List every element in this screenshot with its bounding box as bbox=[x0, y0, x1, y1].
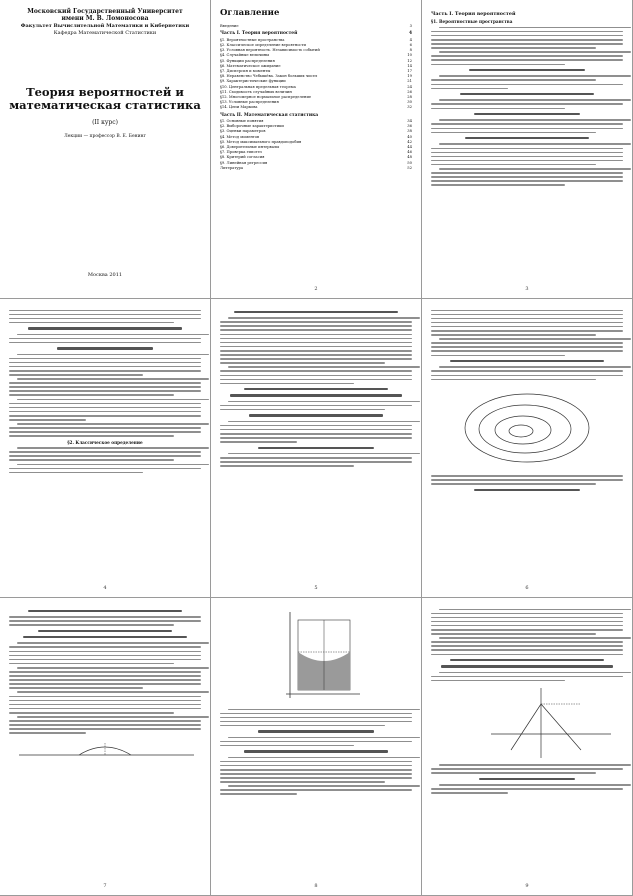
toc-row[interactable]: §5. Метод максимального правдоподобия 42 bbox=[220, 139, 412, 144]
toc-row[interactable]: §6. Математическое ожидание 14 bbox=[220, 63, 412, 68]
text-block bbox=[9, 610, 201, 734]
toc-row[interactable]: Часть I. Теория вероятностей 4 bbox=[220, 31, 412, 37]
toc-row[interactable]: §1. Основные понятия 34 bbox=[220, 119, 412, 124]
toc-row[interactable]: §14. Цепи Маркова 32 bbox=[220, 105, 412, 110]
toc-row[interactable]: §10. Центральная предельная теорема 24 bbox=[220, 84, 412, 89]
toc-row[interactable]: §2. Выборочные характеристики 36 bbox=[220, 124, 412, 129]
page-number: 6 bbox=[525, 585, 529, 591]
axis-diagram bbox=[9, 737, 202, 763]
page-8[interactable] bbox=[211, 598, 422, 896]
page-6[interactable] bbox=[422, 299, 633, 598]
text-block bbox=[431, 764, 623, 794]
toc-part2[interactable]: Часть II. Математическая статистика bbox=[220, 112, 319, 118]
book-title-line2: математическая статистика bbox=[9, 98, 201, 112]
university-line1: Московский Государственный Университет bbox=[27, 8, 183, 15]
toc-row[interactable]: §9. Линейная регрессия 50 bbox=[220, 160, 412, 165]
ellipse-middle bbox=[479, 405, 571, 453]
toc-row[interactable]: §11. Сходимость случайных величин 26 bbox=[220, 89, 412, 94]
toc-row[interactable]: §1. Вероятностные пространства 4 bbox=[220, 37, 412, 42]
ellipse-core bbox=[509, 425, 533, 437]
text-block bbox=[431, 310, 623, 381]
book-title bbox=[9, 86, 201, 112]
section-heading: §1. Вероятностные пространства bbox=[431, 19, 513, 24]
toc-row[interactable]: §8. Неравенство Чебышёва. Закон больших чисел 19 bbox=[220, 74, 412, 79]
text-block bbox=[431, 27, 623, 186]
course-part: (II курс) bbox=[92, 119, 118, 126]
page-3[interactable] bbox=[422, 0, 633, 299]
region-figure bbox=[220, 606, 413, 706]
ellipse-inner bbox=[495, 416, 551, 444]
section-heading: §2. Классическое определение bbox=[67, 439, 143, 445]
page-number: 5 bbox=[314, 585, 318, 591]
page-5[interactable] bbox=[211, 299, 422, 598]
page-toc[interactable] bbox=[211, 0, 422, 299]
text-block bbox=[220, 311, 412, 467]
page-number: 8 bbox=[314, 883, 318, 889]
text-block bbox=[9, 310, 201, 438]
toc-row[interactable]: §3. Оценки параметров 38 bbox=[220, 129, 412, 134]
toc-row[interactable]: §13. Условные распределения 30 bbox=[220, 100, 412, 105]
toc-title: Оглавление bbox=[220, 8, 280, 18]
toc-row[interactable]: §4. Случайные величины 10 bbox=[220, 53, 412, 58]
ellipses-figure bbox=[431, 383, 624, 473]
toc-row[interactable]: §12. Многомерное нормальное распределение 28 bbox=[220, 94, 412, 99]
page-title-page[interactable] bbox=[0, 0, 211, 299]
page-number: 7 bbox=[103, 883, 107, 889]
toc-row[interactable]: §7. Проверка гипотез 46 bbox=[220, 150, 412, 155]
toc-row[interactable]: §2. Классическое определение вероятности 6 bbox=[220, 42, 412, 47]
toc-row[interactable]: §4. Метод моментов 40 bbox=[220, 134, 412, 139]
page-number: 2 bbox=[314, 286, 318, 292]
city-year: Москва 2011 bbox=[87, 272, 123, 278]
toc-row[interactable]: Введение 3 bbox=[220, 24, 412, 28]
page-number: 9 bbox=[525, 883, 529, 889]
text-block bbox=[9, 447, 201, 473]
university-line2: имени М. В. Ломоносова bbox=[61, 15, 149, 22]
triangle-graph bbox=[511, 704, 581, 750]
page-4[interactable] bbox=[0, 299, 211, 598]
text-block bbox=[220, 709, 412, 796]
toc-row[interactable]: §8. Критерий согласия 48 bbox=[220, 155, 412, 160]
page-7[interactable] bbox=[0, 598, 211, 896]
toc-row[interactable]: §3. Условная вероятность. Независимость событий 8 bbox=[220, 48, 412, 53]
toc-row[interactable]: §6. Доверительные интервалы 44 bbox=[220, 145, 412, 150]
toc-row[interactable]: §7. Дисперсия и моменты 17 bbox=[220, 68, 412, 73]
author-line: Лекции — профессор В. Е. Бенинг bbox=[64, 134, 146, 139]
part-heading: Часть I. Теория вероятностей bbox=[431, 11, 516, 17]
ellipse-outer bbox=[465, 394, 589, 462]
department-line: Кафедра Математической Статистики bbox=[53, 30, 157, 36]
page-number: 3 bbox=[525, 286, 529, 292]
page-number: 4 bbox=[103, 585, 107, 591]
faculty-line: Факультет Вычислительной Математики и Кибернетики bbox=[20, 23, 190, 29]
graph-figure bbox=[431, 684, 624, 762]
toc-row[interactable]: §5. Функции распределения 12 bbox=[220, 58, 412, 63]
book-title-line1: Теория вероятностей и bbox=[26, 85, 184, 99]
toc-row[interactable]: Литература 52 bbox=[220, 165, 412, 170]
text-block bbox=[431, 475, 623, 491]
text-block bbox=[431, 609, 623, 682]
toc-row[interactable]: §9. Характеристические функции 21 bbox=[220, 79, 412, 84]
page-9[interactable] bbox=[422, 598, 633, 896]
